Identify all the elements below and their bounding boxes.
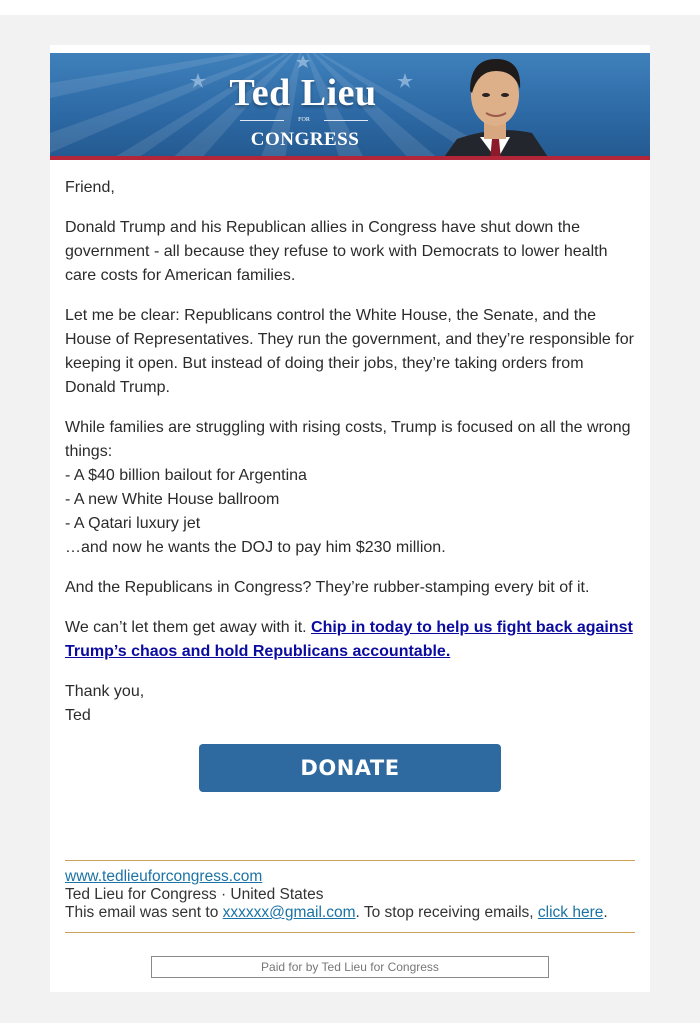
brand-for: FOR — [298, 117, 310, 123]
brand-name: Ted Lieu — [229, 72, 377, 114]
brand-divider-right — [324, 120, 368, 121]
paragraph-priorities — [65, 416, 637, 560]
sent-suffix: . — [603, 904, 608, 921]
paragraph-shutdown: Donald Trump and his Republican allies in Congress have shut down the government - all because they refuse to work with Democrats to lower health care costs for American families. — [65, 219, 608, 284]
footer-divider-bottom — [65, 932, 635, 933]
candidate-portrait — [422, 53, 650, 160]
website-link[interactable]: www.tedlieuforcongress.com — [65, 868, 263, 885]
priorities-intro: While families are struggling with rising costs, Trump is focused on all the wrong things: — [65, 419, 631, 460]
brand-divider-left — [240, 120, 284, 121]
unsubscribe-link[interactable]: click here — [537, 904, 604, 921]
paragraph-rubber-stamp: And the Republicans in Congress? They’re rubber-stamping every bit of it. — [65, 579, 590, 596]
paragraph-cta — [65, 616, 637, 664]
org-line: Ted Lieu for Congress · United States — [65, 886, 324, 903]
sent-mid: . To stop receiving emails, — [355, 904, 538, 921]
top-strip — [0, 0, 700, 15]
paragraph-control: Let me be clear: Republicans control the White House, the Senate, and the House of Representatives. They run the government, and they’re responsible for keeping it open. But instead of doing their jobs, they’re taking orders from Donald Trump. — [65, 307, 634, 396]
signoff: Thank you, — [65, 683, 145, 700]
list-item: - A $40 billion bailout for Argentina — [65, 467, 307, 484]
email-card — [50, 45, 650, 992]
header-banner — [50, 53, 650, 160]
recipient-email-link[interactable]: xxxxxx@gmail.com — [222, 904, 356, 921]
list-item: - A Qatari luxury jet — [65, 515, 201, 532]
star-icon — [397, 73, 413, 88]
banner-red-bar — [50, 156, 650, 160]
sent-prefix: This email was sent to — [65, 904, 223, 921]
signature: Ted — [65, 707, 91, 724]
list-item: - A new White House ballroom — [65, 491, 280, 508]
signoff-block — [65, 680, 637, 728]
cta-text: We can’t let them get away with it. — [65, 619, 312, 636]
paid-for-disclaimer: Paid for by Ted Lieu for Congress — [151, 956, 549, 978]
chip-in-link[interactable]: Chip in today to help us fight back against Trump’s chaos and hold Republicans accountable. — [65, 619, 633, 660]
donate-button[interactable]: DONATE — [199, 744, 501, 792]
brand-congress: CONGRESS — [250, 129, 360, 150]
greeting: Friend, — [65, 179, 115, 196]
email-body — [65, 176, 637, 744]
footer-divider-top — [65, 860, 635, 861]
list-item: …and now he wants the DOJ to pay him $230 million. — [65, 539, 446, 556]
footer — [65, 868, 640, 922]
